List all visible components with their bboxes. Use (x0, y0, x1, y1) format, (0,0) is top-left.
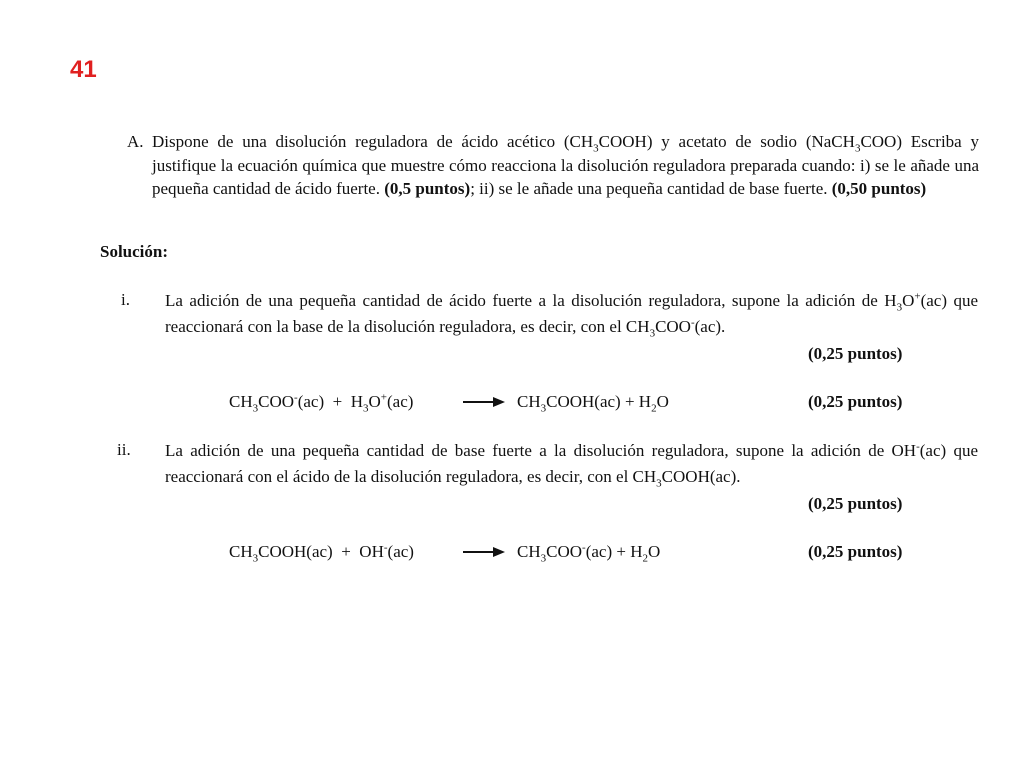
question-letter: A. (127, 132, 144, 151)
item-1-points-a: (0,25 puntos) (808, 344, 903, 363)
equation-1-products: $CH_3COOH(ac) + H_2O$ (517, 392, 669, 415)
item-2-points-b: (0,25 puntos) (808, 542, 903, 561)
item-2-text: La adición de una pequeña cantidad de base fuerte a la disolución reguladora, supone la adición de OH-(ac) que reaccionará con el ácido de la disolución reguladora, es decir, con el $CH_3COOH(ac)$. (165, 440, 978, 490)
question-block (127, 130, 979, 201)
item-1-points-b: (0,25 puntos) (808, 392, 903, 411)
question-points-1: (0,5 puntos) (384, 179, 471, 198)
item-1-text: La adición de una pequeña cantidad de ácido fuerte a la disolución reguladora, supone la adición de $H_3O^+(ac)$ que reaccionará con la base de la disolución reguladora, es decir, con el $CH_3COO^-(ac)$. (165, 290, 978, 340)
equation-2-reactants: $CH_3COOH(ac) + OH^-(ac)$ (229, 541, 414, 565)
reaction-arrow-icon (463, 397, 505, 407)
equation-2-products: $CH_3COO^-(ac) + H_2O$ (517, 541, 661, 565)
solution-title: Solución: (100, 242, 169, 261)
equation-1-reactants: $CH_3COO^-(ac) + H_3O^+(ac)$ (229, 391, 414, 415)
question-text: Dispone de una disolución reguladora de ácido acético $(CH_3COOH)$ y acetato de sodio (NaCH$_3$COO) Escriba y justifique la ecuación química que muestre cómo reacciona la disolución reguladora preparada cuando: i) se le añade una pequeña cantidad de ácido fuerte. (0,5 puntos); ii) se le añade una pequeña cantidad de base fuerte. (0,50 puntos) (152, 132, 979, 198)
item-2-points-a: (0,25 puntos) (808, 494, 903, 513)
question-points-2: (0,50 puntos) (831, 179, 927, 198)
item-2-number: ii. (117, 440, 131, 459)
slide-number: 41 (70, 56, 97, 83)
reaction-arrow-icon (463, 547, 505, 557)
item-1-number: i. (121, 290, 130, 309)
